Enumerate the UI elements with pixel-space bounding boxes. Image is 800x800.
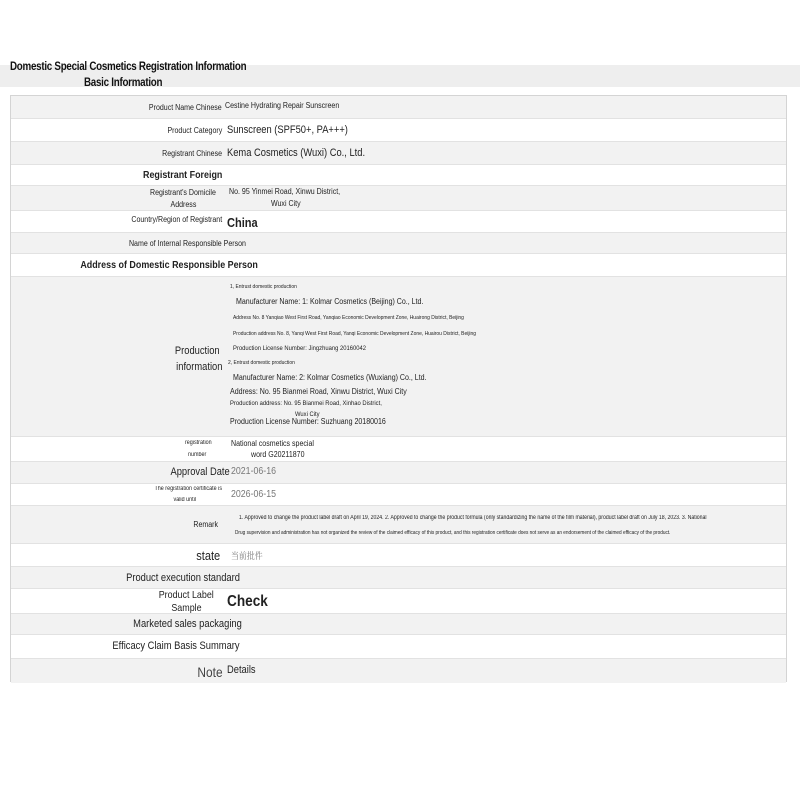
registrant-chinese-value: Kema Cosmetics (Wuxi) Co., Ltd.	[227, 147, 366, 159]
marketed-packaging-label: Marketed sales packaging	[133, 618, 242, 630]
row-marketed-packaging	[11, 614, 786, 635]
row-product-category	[11, 119, 786, 142]
row-production-info	[11, 277, 786, 437]
domestic-responsible-label: Address of Domestic Responsible Person	[80, 259, 258, 271]
product-label-sample-line2: Sample	[171, 602, 202, 614]
execution-standard-label: Product execution standard	[126, 572, 240, 584]
remark-label: Remark	[193, 520, 218, 529]
country-region-value: China	[227, 215, 258, 230]
note-label: Note	[197, 664, 223, 680]
domicile-label-line2: Address	[170, 200, 196, 209]
page-title: Domestic Special Cosmetics Registration Information	[10, 61, 247, 73]
registrant-foreign-label: Registrant Foreign	[142, 169, 222, 181]
valid-until-label-line2: valid until	[173, 497, 196, 503]
valid-until-value: 2026-06-15	[231, 489, 277, 500]
domicile-value-line2: Wuxi City	[271, 199, 301, 208]
remark-line2: Drug supervision and administration has not organized the review of the claimed efficacy of this product, and this registration certificate does not serve as an endorsement of the claimed efficacy of the product.	[235, 530, 671, 536]
row-domestic-responsible	[11, 254, 786, 277]
production-address-2: Address: No. 95 Bianmei Road, Xinwu District, Wuxi City	[230, 387, 407, 396]
row-product-label-sample	[11, 589, 786, 614]
production-label-line1: Production	[175, 345, 220, 357]
registration-number-value-line2: word G20211870	[251, 450, 305, 459]
row-execution-standard	[11, 567, 786, 589]
state-value: 当前批件	[231, 551, 263, 561]
note-details-link[interactable]: Details	[227, 664, 256, 676]
production-entrust-1: 1, Entrust domestic production	[230, 284, 297, 290]
product-name-label: Product Name Chinese	[149, 103, 222, 112]
registrant-chinese-label: Registrant Chinese	[162, 149, 222, 158]
row-product-name	[11, 96, 786, 119]
product-category-value: Sunscreen (SPF50+, PA+++)	[227, 124, 348, 136]
production-prod-address-1: Production address No. 8, Yanqi West First Road, Yanqi Economic Development Zone, Huairou District, Beijing	[233, 331, 477, 337]
production-entrust-2: 2, Entrust domestic production	[228, 360, 295, 366]
production-label-line2: information	[175, 361, 222, 373]
approval-date-label: Approval Date	[170, 466, 230, 478]
row-registration-number	[11, 437, 786, 462]
product-category-label: Product Category	[167, 126, 222, 135]
registration-number-value-line1: National cosmetics special	[231, 439, 314, 448]
production-prod-address-2-city: Wuxi City	[295, 411, 320, 418]
production-manufacturer-1: Manufacturer Name: 1: Kolmar Cosmetics (Beijing) Co., Ltd.	[236, 297, 424, 306]
section-title: Basic Information	[84, 77, 163, 89]
domicile-value-line1: No. 95 Yinmei Road, Xinwu District,	[229, 187, 341, 196]
efficacy-summary-label: Efficacy Claim Basis Summary	[112, 640, 240, 652]
row-remark	[11, 506, 786, 544]
product-name-value: Cestine Hydrating Repair Sunscreen	[225, 101, 340, 110]
row-internal-responsible	[11, 233, 786, 254]
internal-responsible-label: Name of Internal Responsible Person	[128, 239, 246, 248]
valid-until-label-line1: The registration certificate is	[154, 486, 222, 492]
row-registrant-foreign	[11, 165, 786, 186]
production-manufacturer-2: Manufacturer Name: 2: Kolmar Cosmetics (Wuxiang) Co., Ltd.	[233, 373, 427, 382]
production-address-1: Address No. 8 Yanqiao West First Road, Yanqiao Economic Development Zone, Huairong District, Beijing	[233, 315, 464, 321]
registration-number-label-line2: number	[187, 452, 206, 458]
domicile-label-line1: Registrant's Domicile	[150, 188, 216, 197]
registration-number-label-line1: registration	[185, 440, 212, 446]
product-label-check-link[interactable]: Check	[227, 593, 268, 610]
row-note	[11, 659, 786, 683]
product-label-sample-line1: Product Label	[158, 589, 214, 601]
production-license-2: Production License Number: Suzhuang 20180016	[230, 417, 386, 426]
row-efficacy-summary	[11, 635, 786, 659]
row-state	[11, 544, 786, 567]
country-region-label: Country/Region of Registrant	[131, 215, 222, 224]
registration-info-table	[10, 95, 787, 682]
remark-line1: 1. Approved to change the product label draft on April 19, 2024. 2. Approved to change the product formula (only standardizing the name of the film material), product label draft on July 18, 2023. 3. National	[239, 515, 707, 521]
row-country-region	[11, 211, 786, 233]
approval-date-value: 2021-06-16	[231, 466, 277, 477]
production-license-1: Production License Number: Jingzhuang 20160042	[233, 345, 367, 352]
row-registrant-chinese	[11, 142, 786, 165]
production-prod-address-2: Production address: No. 95 Bianmei Road, Xinhao District,	[230, 400, 382, 407]
row-approval-date	[11, 462, 786, 484]
row-registrant-domicile	[11, 186, 786, 211]
state-label: state	[196, 548, 220, 563]
row-valid-until	[11, 484, 786, 506]
